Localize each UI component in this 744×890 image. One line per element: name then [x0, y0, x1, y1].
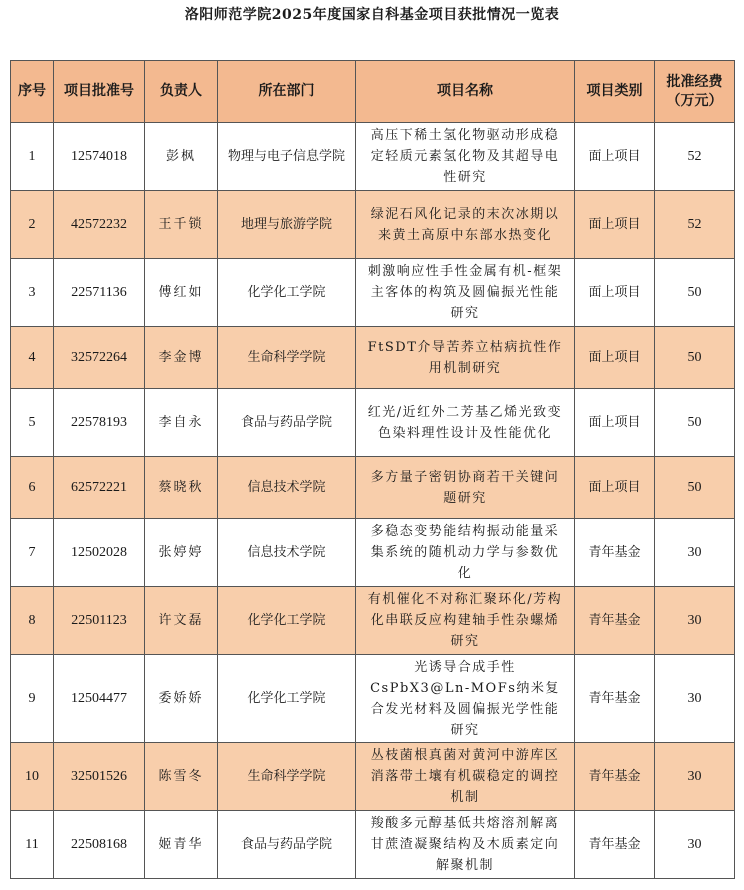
cell-funding: 50	[655, 389, 735, 457]
cell-department: 信息技术学院	[218, 457, 356, 519]
cell-leader: 姬青华	[145, 811, 218, 879]
cell-approval-no: 12574018	[54, 123, 145, 191]
cell-funding: 30	[655, 655, 735, 743]
header-leader: 负责人	[145, 61, 218, 123]
cell-funding: 50	[655, 327, 735, 389]
table-row	[11, 389, 735, 457]
cell-department: 物理与电子信息学院	[218, 123, 356, 191]
page-title: 洛阳师范学院2025年度国家自科基金项目获批情况一览表	[184, 7, 560, 23]
cell-funding: 50	[655, 259, 735, 327]
cell-seq: 7	[11, 519, 54, 587]
cell-funding: 52	[655, 191, 735, 259]
cell-leader: 李金博	[145, 327, 218, 389]
cell-project-name: 刺激响应性手性金属有机-框架主客体的构筑及圆偏振光性能研究	[356, 259, 575, 327]
cell-project-name: 绿泥石风化记录的末次冰期以来黄土高原中东部水热变化	[356, 191, 575, 259]
cell-approval-no: 62572221	[54, 457, 145, 519]
cell-approval-no: 22578193	[54, 389, 145, 457]
cell-project-name: 多稳态变势能结构振动能量采集系统的随机动力学与参数优化	[356, 519, 575, 587]
cell-approval-no: 12502028	[54, 519, 145, 587]
cell-seq: 5	[11, 389, 54, 457]
table-row	[11, 327, 735, 389]
cell-leader: 傅红如	[145, 259, 218, 327]
cell-category: 面上项目	[575, 259, 655, 327]
cell-department: 生命科学学院	[218, 327, 356, 389]
cell-approval-no: 22571136	[54, 259, 145, 327]
cell-funding: 52	[655, 123, 735, 191]
cell-category: 青年基金	[575, 655, 655, 743]
cell-category: 面上项目	[575, 389, 655, 457]
cell-funding: 30	[655, 811, 735, 879]
cell-project-name: 羧酸多元醇基低共熔溶剂解离甘蔗渣凝聚结构及木质素定向解聚机制	[356, 811, 575, 879]
table-row	[11, 191, 735, 259]
cell-seq: 2	[11, 191, 54, 259]
cell-leader: 许文磊	[145, 587, 218, 655]
cell-category: 青年基金	[575, 519, 655, 587]
cell-category: 面上项目	[575, 327, 655, 389]
table-row	[11, 123, 735, 191]
cell-funding: 30	[655, 587, 735, 655]
cell-category: 面上项目	[575, 191, 655, 259]
cell-funding: 50	[655, 457, 735, 519]
cell-leader: 陈雪冬	[145, 743, 218, 811]
table-row	[11, 743, 735, 811]
cell-seq: 8	[11, 587, 54, 655]
cell-category: 青年基金	[575, 811, 655, 879]
cell-leader: 彭枫	[145, 123, 218, 191]
cell-category: 青年基金	[575, 743, 655, 811]
table-row	[11, 655, 735, 743]
cell-seq: 11	[11, 811, 54, 879]
cell-department: 化学化工学院	[218, 259, 356, 327]
cell-approval-no: 32572264	[54, 327, 145, 389]
cell-leader: 王千锁	[145, 191, 218, 259]
header-project-name: 项目名称	[356, 61, 575, 123]
cell-project-name: 红光/近红外二芳基乙烯光致变色染料理性设计及性能优化	[356, 389, 575, 457]
table-header-row	[11, 61, 735, 123]
cell-category: 面上项目	[575, 123, 655, 191]
header-category: 项目类别	[575, 61, 655, 123]
cell-seq: 3	[11, 259, 54, 327]
header-seq: 序号	[11, 61, 54, 123]
cell-seq: 10	[11, 743, 54, 811]
cell-department: 化学化工学院	[218, 655, 356, 743]
cell-category: 面上项目	[575, 457, 655, 519]
cell-department: 食品与药品学院	[218, 389, 356, 457]
header-funding: 批准经费（万元）	[655, 61, 735, 123]
table-row	[11, 587, 735, 655]
funding-table	[10, 60, 735, 879]
cell-leader: 李自永	[145, 389, 218, 457]
header-approval-no: 项目批准号	[54, 61, 145, 123]
cell-project-name: 丛枝菌根真菌对黄河中游库区消落带土壤有机碳稳定的调控机制	[356, 743, 575, 811]
cell-project-name: FtSDT介导苦荞立枯病抗性作用机制研究	[356, 327, 575, 389]
table-row	[11, 457, 735, 519]
cell-project-name: 有机催化不对称汇聚环化/芳构化串联反应构建轴手性杂螺烯研究	[356, 587, 575, 655]
cell-project-name: 高压下稀土氢化物驱动形成稳定轻质元素氢化物及其超导电性研究	[356, 123, 575, 191]
cell-seq: 9	[11, 655, 54, 743]
cell-approval-no: 22508168	[54, 811, 145, 879]
cell-approval-no: 32501526	[54, 743, 145, 811]
cell-approval-no: 12504477	[54, 655, 145, 743]
cell-seq: 1	[11, 123, 54, 191]
cell-department: 地理与旅游学院	[218, 191, 356, 259]
table-row	[11, 519, 735, 587]
table-row	[11, 259, 735, 327]
cell-project-name: 光诱导合成手性CsPbX3@Ln-MOFs纳米复合发光材料及圆偏振光学性能研究	[356, 655, 575, 743]
cell-department: 食品与药品学院	[218, 811, 356, 879]
cell-approval-no: 42572232	[54, 191, 145, 259]
cell-seq: 4	[11, 327, 54, 389]
cell-department: 生命科学学院	[218, 743, 356, 811]
cell-leader: 张婷婷	[145, 519, 218, 587]
header-department: 所在部门	[218, 61, 356, 123]
cell-funding: 30	[655, 743, 735, 811]
table-row	[11, 811, 735, 879]
cell-seq: 6	[11, 457, 54, 519]
cell-approval-no: 22501123	[54, 587, 145, 655]
cell-project-name: 多方量子密钥协商若干关键问题研究	[356, 457, 575, 519]
cell-category: 青年基金	[575, 587, 655, 655]
cell-leader: 委娇娇	[145, 655, 218, 743]
cell-funding: 30	[655, 519, 735, 587]
cell-department: 化学化工学院	[218, 587, 356, 655]
cell-department: 信息技术学院	[218, 519, 356, 587]
cell-leader: 蔡晓秋	[145, 457, 218, 519]
